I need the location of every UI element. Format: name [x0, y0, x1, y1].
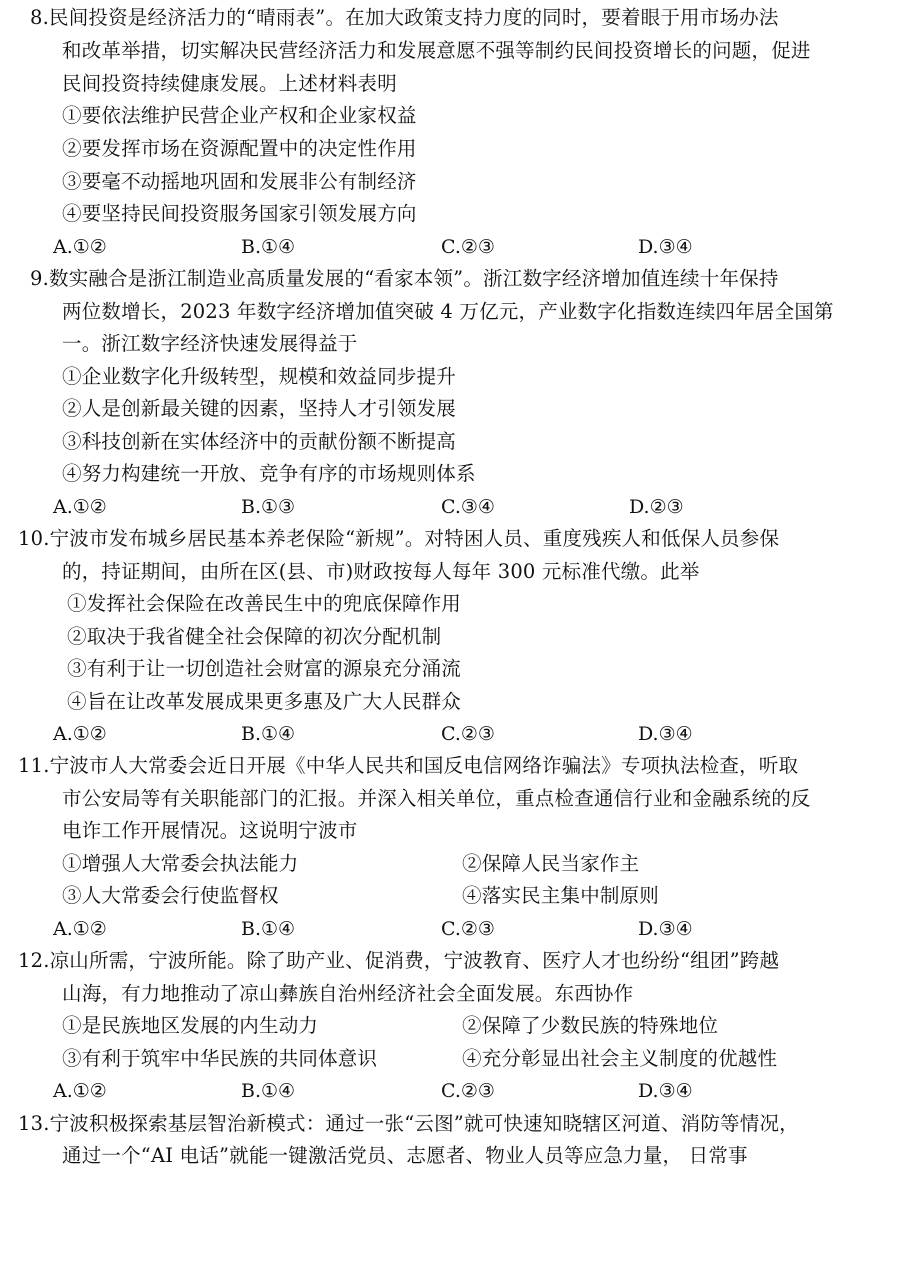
q10-stem-line-1: 10.宁波市发布城乡居民基本养老保险“新规”。对特困人员、重度残疾人和低保人员参保 [18, 527, 780, 550]
q12-choice-b: B.①④ [241, 1080, 296, 1102]
q12-choice-c: C.②③ [441, 1080, 495, 1102]
q11-option-2: ②保障人民当家作主 [462, 852, 640, 875]
q8-option-3: ③要毫不动摇地巩固和发展非公有制经济 [62, 170, 417, 193]
q11-stem-line-1: 11.宁波市人大常委会近日开展《中华人民共和国反电信网络诈骗法》专项执法检查，听取 [18, 754, 799, 777]
q12-option-3: ③有利于筑牢中华民族的共同体意识 [62, 1047, 378, 1070]
q8-option-2: ②要发挥市场在资源配置中的决定性作用 [62, 137, 417, 160]
q8-stem-line-1: 8.民间投资是经济活力的“晴雨表”。在加大政策支持力度的同时，要着眼于用市场办法 [30, 6, 779, 29]
q9-option-2: ②人是创新最关键的因素，坚持人才引领发展 [62, 397, 457, 420]
q11-choice-a: A.①② [53, 918, 107, 940]
q11-stem-line-2: 市公安局等有关职能部门的汇报。并深入相关单位，重点检查通信行业和金融系统的反 [62, 787, 811, 810]
q9-stem-line-1: 9.数实融合是浙江制造业高质量发展的“看家本领”。浙江数字经济增加值连续十年保持 [30, 267, 779, 290]
q11-choice-c: C.②③ [441, 918, 495, 940]
q11-stem-line-3: 电诈工作开展情况。这说明宁波市 [62, 819, 358, 842]
q10-choice-d: D.③④ [638, 723, 693, 745]
q8-choice-a: A.①② [53, 236, 107, 258]
q10-option-3: ③有利于让一切创造社会财富的源泉充分涌流 [67, 657, 462, 680]
q11-option-3: ③人大常委会行使监督权 [62, 884, 279, 907]
q12-option-1: ①是民族地区发展的内生动力 [62, 1014, 319, 1037]
q13-stem-line-2: 通过一个“AI 电话”就能一键激活党员、志愿者、物业人员等应急力量， 日常事 [62, 1144, 748, 1167]
q9-stem-line-2: 两位数增长，2023 年数字经济增加值突破 4 万亿元，产业数字化指数连续四年居全国第 [62, 300, 834, 323]
q9-choice-d: D.②③ [629, 496, 684, 518]
q10-choice-a: A.①② [53, 723, 107, 745]
q8-choice-d: D.③④ [638, 236, 693, 258]
q9-option-3: ③科技创新在实体经济中的贡献份额不断提高 [62, 430, 457, 453]
q9-stem-line-3: 一。浙江数字经济快速发展得益于 [62, 332, 358, 355]
q9-choice-b: B.①③ [241, 496, 296, 518]
q10-option-1: ①发挥社会保险在改善民生中的兜底保障作用 [67, 592, 462, 615]
q11-option-1: ①增强人大常委会执法能力 [62, 852, 299, 875]
q8-choice-c: C.②③ [441, 236, 495, 258]
q10-choice-b: B.①④ [241, 723, 296, 745]
q8-option-1: ①要依法维护民营企业产权和企业家权益 [62, 104, 417, 127]
q8-option-4: ④要坚持民间投资服务国家引领发展方向 [62, 202, 417, 225]
q12-stem-line-2: 山海，有力地推动了凉山彝族自治州经济社会全面发展。东西协作 [62, 982, 634, 1005]
q11-choice-d: D.③④ [638, 918, 693, 940]
q13-stem-line-1: 13.宁波积极探索基层智治新模式：通过一张“云图”就可快速知晓辖区河道、消防等情况， [18, 1112, 799, 1135]
q9-choice-a: A.①② [53, 496, 107, 518]
q9-choice-c: C.③④ [441, 496, 495, 518]
q10-stem-line-2: 的，持证期间，由所在区(县、市)财政按每人每年 300 元标准代缴。此举 [62, 560, 700, 583]
q8-stem-line-2: 和改革举措，切实解决民营经济活力和发展意愿不强等制约民间投资增长的问题，促进 [62, 39, 811, 62]
q11-choice-b: B.①④ [241, 918, 296, 940]
q8-choice-b: B.①④ [241, 236, 296, 258]
q12-option-2: ②保障了少数民族的特殊地位 [462, 1014, 719, 1037]
q12-option-4: ④充分彰显出社会主义制度的优越性 [462, 1047, 778, 1070]
q11-option-4: ④落实民主集中制原则 [462, 884, 660, 907]
q9-option-1: ①企业数字化升级转型，规模和效益同步提升 [62, 365, 457, 388]
q10-option-2: ②取决于我省健全社会保障的初次分配机制 [67, 625, 442, 648]
q10-choice-c: C.②③ [441, 723, 495, 745]
q9-option-4: ④努力构建统一开放、竞争有序的市场规则体系 [62, 462, 476, 485]
q8-stem-line-3: 民间投资持续健康发展。上述材料表明 [62, 72, 397, 95]
q12-choice-d: D.③④ [638, 1080, 693, 1102]
q10-option-4: ④旨在让改革发展成果更多惠及广大人民群众 [67, 690, 462, 713]
q12-stem-line-1: 12.凉山所需，宁波所能。除了助产业、促消费，宁波教育、医疗人才也纷纷“组团”跨越 [18, 949, 780, 972]
q12-choice-a: A.①② [53, 1080, 107, 1102]
